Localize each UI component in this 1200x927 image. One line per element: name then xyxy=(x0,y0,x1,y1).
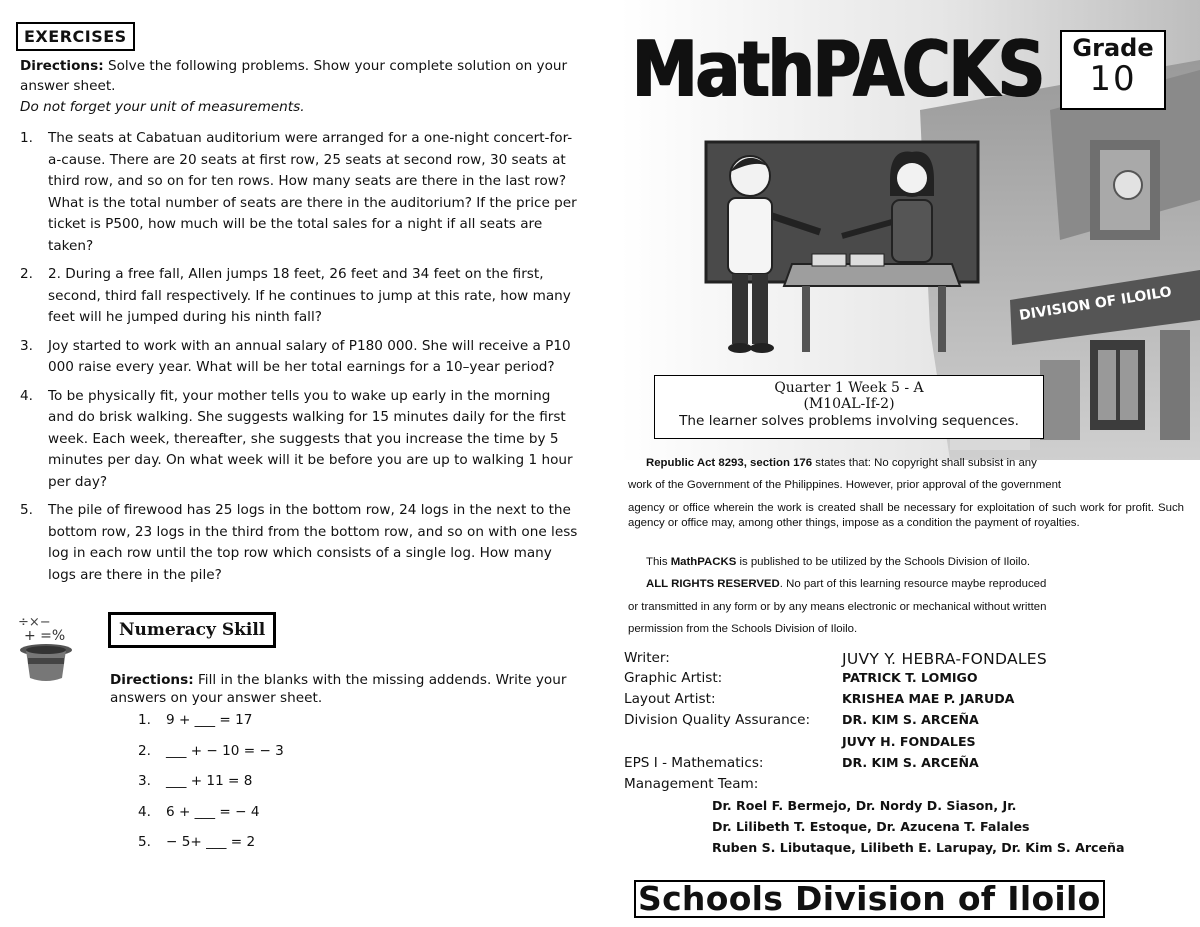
item-equation: 6 + ___ = − 4 xyxy=(166,803,260,820)
rights-text: . No part of this learning resource maybe reproduced xyxy=(779,578,1047,590)
credit-dqa xyxy=(624,712,1184,733)
teachers-illustration xyxy=(702,136,982,370)
publication-text-a: This xyxy=(646,556,671,568)
credit-writer xyxy=(624,650,1184,671)
publication-note xyxy=(628,556,1184,568)
credit-label: Layout Artist: xyxy=(624,691,716,707)
team-line: Dr. Roel F. Bermejo, Dr. Nordy D. Siason, Jr. xyxy=(712,798,1017,813)
division-footer: Schools Division of Iloilo xyxy=(634,880,1105,918)
credit-value: JUVY H. FONDALES xyxy=(842,734,976,749)
unit-reminder: Do not forget your unit of measurements. xyxy=(20,99,305,115)
svg-text:+ =%: + =% xyxy=(24,628,66,644)
publication-text-b: is published to be utilized by the Schools Division of Iloilo. xyxy=(736,556,1031,568)
problem-number: 5. xyxy=(20,502,33,518)
numeracy-directions xyxy=(110,671,580,707)
copyright-line-1 xyxy=(628,457,1184,469)
blank-item xyxy=(138,773,284,804)
blank-list xyxy=(138,712,284,865)
credit-epsi xyxy=(624,755,1184,776)
blank-item xyxy=(138,804,284,835)
credit-label: Graphic Artist: xyxy=(624,670,723,686)
grade-label: Grade xyxy=(1072,34,1154,62)
credit-value: DR. KIM S. ARCEÑA xyxy=(842,755,979,770)
team-line: Ruben S. Libutaque, Lilibeth E. Larupay, Dr. Kim S. Arceña xyxy=(712,840,1125,855)
quarter-week: Quarter 1 Week 5 - A xyxy=(774,380,924,396)
item-number: 5. xyxy=(138,834,151,850)
problem-number: 4. xyxy=(20,387,33,404)
rights-line-1 xyxy=(628,578,1184,590)
problem-item xyxy=(20,128,580,257)
credit-layout xyxy=(624,691,1184,712)
magic-hat-icon xyxy=(14,612,78,686)
problem-text: Joy started to work with an annual salary of P180 000. She will receive a P10 000 raise every year. What will be her total earnings for a 10–year period? xyxy=(48,337,571,375)
directions-label: Directions: xyxy=(110,672,194,688)
lesson-info-box xyxy=(654,375,1044,439)
problem-item xyxy=(20,500,580,586)
item-number: 1. xyxy=(138,712,151,728)
exercise-directions xyxy=(20,56,580,96)
exercises-heading: EXERCISES xyxy=(16,22,135,51)
problem-item xyxy=(20,336,580,379)
credit-value: PATRICK T. LOMIGO xyxy=(842,670,978,685)
ra-citation: Republic Act 8293, section 176 xyxy=(646,457,813,469)
rights-line-2: or transmitted in any form or by any means electronic or mechanical without written xyxy=(628,601,1047,613)
copyright-line-2: work of the Government of the Philippines. However, prior approval of the government xyxy=(628,479,1062,491)
grade-number: 10 xyxy=(1089,59,1137,99)
item-number: 3. xyxy=(138,773,151,789)
item-equation: 9 + ___ = 17 xyxy=(166,712,253,728)
problem-text: The seats at Cabatuan auditorium were arranged for a one-night concert-for-a-cause. There are 20 seats at first row, 25 seats at second row, 30 seats at third row, and so on for ten rows. How many seats are there in the last row? What is the total number of seats are there in the auditorium? If the price per ticket is P500, how much will be the total sales for a night if all seats are taken? xyxy=(48,130,577,254)
directions-text: Solve the following problems. Show your complete solution on your answer sheet. xyxy=(20,58,568,94)
problem-item xyxy=(20,386,580,494)
item-number: 4. xyxy=(138,803,151,820)
credit-value: DR. KIM S. ARCEÑA xyxy=(842,712,979,727)
mathpacks-title: MathPACKS xyxy=(632,24,1044,115)
building-sign: DIVISION OF ILOILO xyxy=(1018,284,1173,324)
svg-text:÷×−: ÷×− xyxy=(18,615,51,630)
numeracy-heading: Numeracy Skill xyxy=(108,612,276,648)
problem-number: 3. xyxy=(20,337,33,354)
cover-page xyxy=(620,0,1200,927)
credit-management xyxy=(624,776,1184,797)
credit-label: Writer: xyxy=(624,650,670,666)
problem-text: To be physically fit, your mother tells you to wake up early in the morning and do brisk walking. She suggests walking for 15 minutes daily for the first week. Each week, thereafter, she suggests that you increase the time by 5 minutes per day. On what week will it be before you are up to walking 1 hour per day? xyxy=(48,387,573,490)
problem-text: 2. During a free fall, Allen jumps 18 feet, 26 feet and 34 feet on the first, second, third fall respectively. If he continues to jump at this rate, how many feet will he jumped during his ninth fall? xyxy=(48,266,571,325)
rights-line-3: permission from the Schools Division of Iloilo. xyxy=(628,623,858,635)
problem-text: The pile of firewood has 25 logs in the bottom row, 24 logs in the next to the bottom row, 23 logs in the third from the bottom row, and so on with one less log in each row until the top row which consists of a single log. How many logs are there in the pile? xyxy=(48,502,578,583)
problem-item xyxy=(20,264,580,329)
credit-graphic xyxy=(624,670,1184,691)
credit-label: Management Team: xyxy=(624,776,759,792)
problem-list xyxy=(20,128,580,593)
item-equation: − 5+ ___ = 2 xyxy=(166,834,256,850)
credit-value: KRISHEA MAE P. JARUDA xyxy=(842,691,1015,706)
copyright-line-3: agency or office wherein the work is created shall be necessary for exploitation of such work for profit. Such agency or office may, among other things, impose as a condition the payment of royalties. xyxy=(628,502,1184,529)
item-equation: ___ + 11 = 8 xyxy=(166,773,253,789)
blank-item xyxy=(138,834,284,865)
team-line: Dr. Lilibeth T. Estoque, Dr. Azucena T. Falales xyxy=(712,819,1030,834)
item-equation: ___ + − 10 = − 3 xyxy=(166,742,284,759)
blank-item xyxy=(138,712,284,743)
grade-badge xyxy=(1060,30,1166,110)
directions-label: Directions: xyxy=(20,58,104,74)
credit-dqa-2 xyxy=(624,734,1184,755)
item-number: 2. xyxy=(138,742,151,759)
credit-value: JUVY Y. HEBRA-FONDALES xyxy=(842,650,1048,668)
blank-item xyxy=(138,743,284,774)
directions-text: Fill in the blanks with the missing addends. Write your answers on your answer sheet. xyxy=(110,672,567,706)
problem-number: 2. xyxy=(20,266,33,282)
credit-label: Division Quality Assurance: xyxy=(624,712,811,728)
credit-label: EPS I - Mathematics: xyxy=(624,755,764,771)
problem-number: 1. xyxy=(20,130,33,146)
competency-text: The learner solves problems involving sequences. xyxy=(679,413,1019,429)
publication-brand: MathPACKS xyxy=(670,556,737,568)
copyright-text: states that: No copyright shall subsist in any xyxy=(812,457,1037,469)
competency-code: (M10AL-If-2) xyxy=(803,396,895,412)
rights-reserved: ALL RIGHTS RESERVED xyxy=(646,578,780,590)
